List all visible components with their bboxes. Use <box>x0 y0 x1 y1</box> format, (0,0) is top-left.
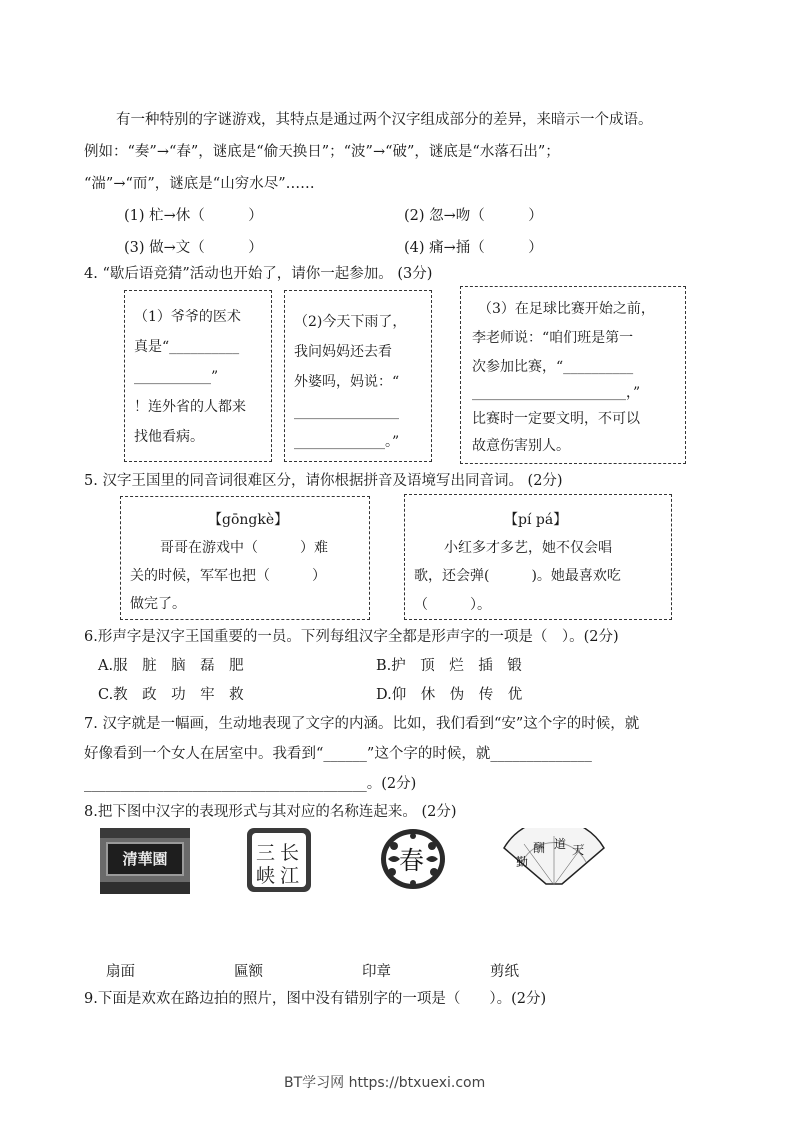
riddle-item-1: (1) 杧→休（ ） <box>124 208 263 224</box>
riddle-item-3: (3) 做→文（ ） <box>124 240 263 256</box>
q8-label-papercut: 剪纸 <box>490 964 519 980</box>
q5-box-1-pinyin: 【gōngkè】 <box>208 512 289 528</box>
fan-icon <box>502 828 606 888</box>
q4-box-2-line: _______________ <box>294 404 399 420</box>
q4-box-3-line: 故意伤害别人。 <box>472 438 570 454</box>
svg-text:勤: 勤 <box>516 855 529 869</box>
q4-box-3-line: 次参加比赛，“__________ <box>472 359 634 375</box>
q6-option-b: B.护 顶 烂 插 锻 <box>376 658 522 674</box>
q4-box-3-line: ______________________，” <box>472 385 641 401</box>
plaque-text: 清華園 <box>106 842 184 876</box>
intro-line-3: “湍”→“而”，谜底是“山穷水尽”…… <box>84 176 315 192</box>
q7-line-2: 好像看到一个女人在居室中。我看到“______”这个字的时候，就______________ <box>84 746 592 762</box>
seal-image <box>247 828 311 892</box>
q8-label-fan: 扇面 <box>106 964 135 980</box>
q8-label-plaque: 匾额 <box>234 964 263 980</box>
q6-option-c: C.教 政 功 牢 救 <box>98 687 244 703</box>
footer-watermark: BT学习网 https://btxuexi.com <box>284 1075 486 1091</box>
q5-title: 5. 汉字王国里的同音词很难区分，请你根据拼音及语境写出同音词。 (2分) <box>84 473 563 489</box>
q5-box-2-line: 小红多才多艺，她不仅会唱 <box>444 540 612 556</box>
q4-box-2-line: （2)今天下雨了， <box>294 314 407 330</box>
q4-title: 4. “歇后语竞猜”活动也开始了，请你一起参加。 (3分) <box>84 266 433 282</box>
intro-line-2: 例如：“奏”→“春”，谜底是“偷天换日”；“波”→“破”，谜底是“水落石出”； <box>84 144 560 160</box>
q4-box-3-line: 比赛时一定要文明，不可以 <box>472 411 640 427</box>
seal-characters-icon <box>247 828 311 892</box>
q6-title: 6.形声字是汉字王国重要的一员。下列每组汉字全都是形声字的一项是（ ）。(2分) <box>84 629 619 645</box>
q4-box-1-line: 真是“__________ <box>134 339 240 355</box>
q4-box-1-line: （1）爷爷的医术 <box>134 309 241 325</box>
intro-line-1: 有一种特别的字谜游戏，其特点是通过两个汉字组成部分的差异，来暗示一个成语。 <box>116 112 653 128</box>
riddle-item-2: (2) 忽→吻（ ） <box>404 208 543 224</box>
svg-text:道: 道 <box>554 837 567 851</box>
q4-box-2-line: 外婆吗，妈说：“ <box>294 374 400 390</box>
svg-text:酬: 酬 <box>533 841 546 855</box>
q6-option-d: D.仰 休 伪 传 优 <box>376 687 523 703</box>
q7-line-1: 7. 汉字就是一幅画，生动地表现了文字的内涵。比如，我们看到“安”这个字的时候，就 <box>84 716 640 732</box>
svg-text:长: 长 <box>280 842 300 864</box>
q4-box-1-line: 找他看病。 <box>134 429 204 445</box>
q8-label-seal: 印章 <box>362 964 391 980</box>
svg-text:天: 天 <box>572 843 585 857</box>
q5-box-2-line: （ ）。 <box>414 597 491 613</box>
plaque-image <box>100 828 190 894</box>
q5-box-2-line: 歌，还会弹( )。她最喜欢吃 <box>414 568 621 584</box>
q7-line-3: _______________________________________。(2分) <box>84 776 417 792</box>
q5-box-1-line: 关的时候，军军也把（ ） <box>130 568 326 584</box>
svg-text:江: 江 <box>280 865 300 887</box>
papercut-flower-icon <box>380 828 446 890</box>
svg-text:春: 春 <box>399 846 425 875</box>
papercut-image <box>380 828 446 890</box>
svg-text:三: 三 <box>256 842 276 864</box>
fan-image <box>502 828 606 888</box>
q9-title: 9.下面是欢欢在路边拍的照片，图中没有错别字的一项是（ ）。(2分) <box>84 991 547 1007</box>
q4-box-1-line: ！连外省的人都来 <box>134 399 246 415</box>
riddle-item-4: (4) 痛→捅（ ） <box>404 240 543 256</box>
q8-title: 8.把下图中汉字的表现形式与其对应的名称连起来。 (2分) <box>84 804 457 820</box>
q5-box-2-pinyin: 【pí pá】 <box>504 512 568 528</box>
q4-box-3-line: （3）在足球比赛开始之前， <box>478 301 655 317</box>
q4-box-1-line: ___________” <box>134 369 219 385</box>
q5-box-1-line: 做完了。 <box>130 596 186 612</box>
svg-text:峡: 峡 <box>256 865 276 887</box>
q5-box-1-line: 哥哥在游戏中（ ）难 <box>160 540 328 556</box>
q4-box-2-line: _____________。” <box>294 434 400 450</box>
q6-option-a: A.服 脏 脑 磊 肥 <box>98 658 244 674</box>
q4-box-3-line: 李老师说：“咱们班是第一 <box>472 330 634 346</box>
q4-box-2-line: 我问妈妈还去看 <box>294 344 392 360</box>
